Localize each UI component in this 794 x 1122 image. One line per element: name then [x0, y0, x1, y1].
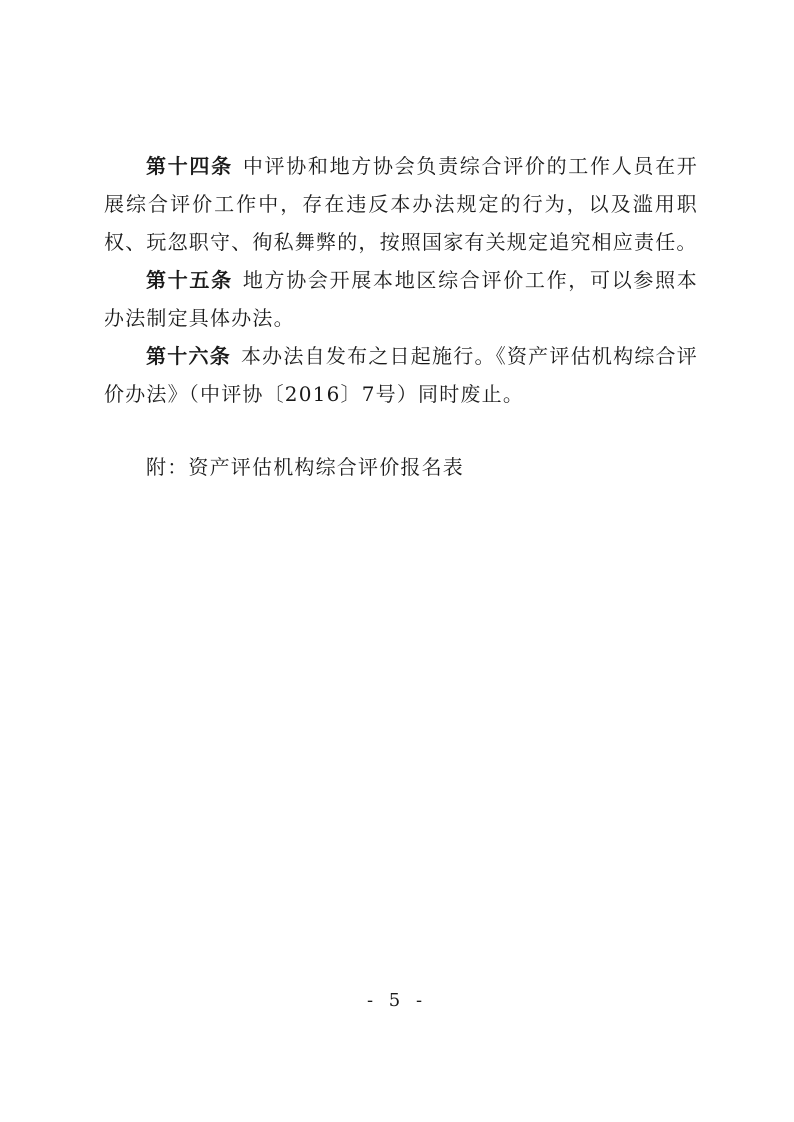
article-text: 地方协会开展本地区综合评价工作，可以参照本办法制定具体办法。: [104, 268, 698, 330]
article-number: 第十六条: [146, 344, 231, 368]
page-number: - 5 -: [366, 990, 428, 1011]
attachment-note: 附：资产评估机构综合评价报名表: [146, 455, 464, 479]
article-15: [104, 261, 698, 337]
article-text: 本办法自发布之日起施行。《资产评估机构综合评价办法》（中评协〔2016〕7号）同时废止。: [104, 344, 698, 406]
article-16: [104, 337, 698, 413]
article-number: 第十五条: [146, 268, 233, 292]
document-body: [104, 147, 698, 486]
article-14: [104, 147, 698, 261]
article-text: 中评协和地方协会负责综合评价的工作人员在开展综合评价工作中，存在违反本办法规定的行为，以及滥用职权、玩忽职守、徇私舞弊的，按照国家有关规定追究相应责任。: [104, 154, 698, 254]
article-number: 第十四条: [146, 154, 233, 178]
